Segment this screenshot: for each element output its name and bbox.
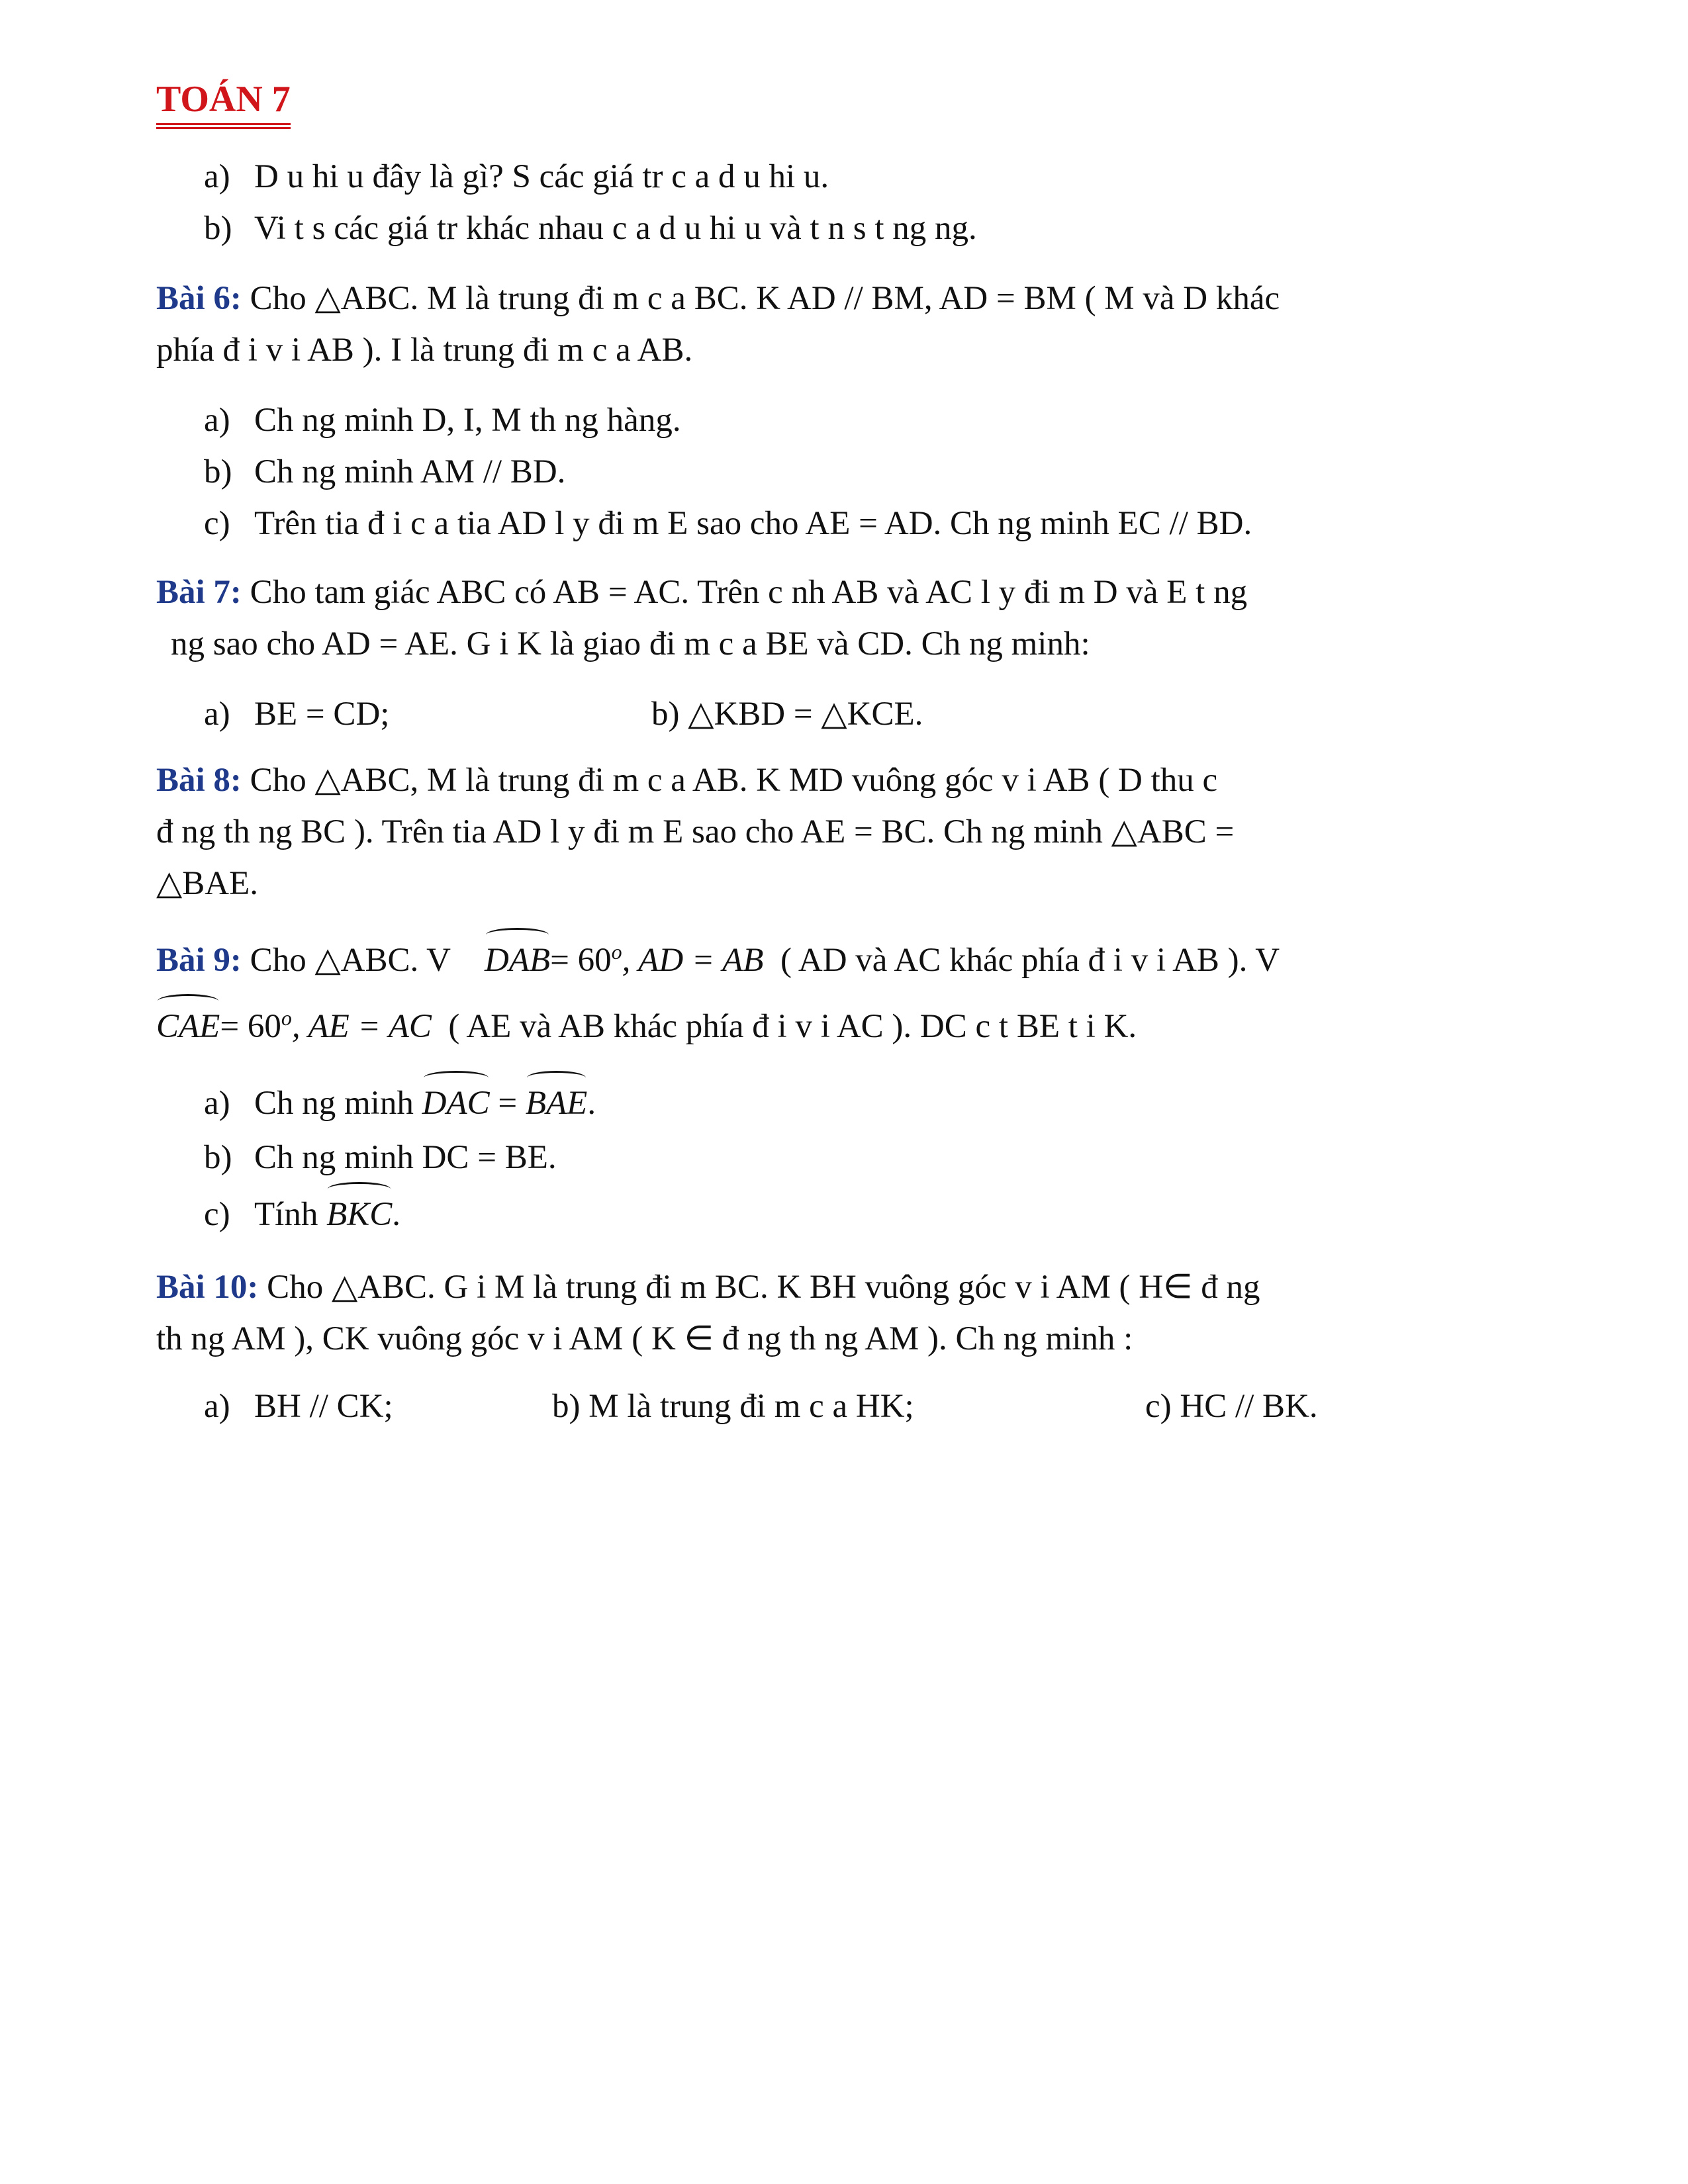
angle-bae: BAE (526, 1077, 587, 1129)
exercise-8-title: Bài 8: (156, 762, 242, 799)
exercise-7-title: Bài 7: (156, 574, 242, 611)
list-item: a) BE = CD; (204, 696, 390, 733)
list-item: b) M là trung đi m c a HK; (552, 1388, 914, 1425)
exercise-8-line-2: đ ng th ng BC ). Trên tia AD l y đi m E sao cho AE = BC. Ch ng minh △ABC = (156, 813, 1235, 850)
list-item: b) Ch ng minh DC = BE. (204, 1139, 557, 1176)
list-item: a) D u hi u đây là gì? S các giá tr c a d u hi u. (204, 158, 829, 195)
exercise-9-line-2: $CAE= 60^o$, AE = AC ( AE và AB khác phía đ i v i AC ). DC c t BE t i K. (156, 1001, 1529, 1052)
angle-bkc: BKC (326, 1189, 392, 1240)
exercise-7-line-2: ng sao cho AD = AE. G i K là giao đi m c a BE và CD. Ch ng minh: (171, 625, 1090, 662)
list-item: c) Trên tia đ i c a tia AD l y đi m E sao cho AE = AD. Ch ng minh EC // BD. (204, 505, 1252, 542)
list-item: b) △KBD = △KCE. (651, 696, 923, 733)
exercise-9-title: Bài 9: (156, 942, 242, 979)
exercise-6-line-1: Bài 6: Cho △ABC. M là trung đi m c a BC. K AD // BM, AD = BM ( M và D khác (156, 280, 1280, 317)
list-item: c) Tính BKC. (204, 1189, 400, 1240)
exercise-10-line-1: Bài 10: Cho △ABC. G i M là trung đi m BC. K BH vuông góc v i AM ( H∈ đ ng (156, 1269, 1260, 1306)
list-item: c) HC // BK. (1145, 1388, 1318, 1425)
list-item: a) BH // CK; (204, 1388, 393, 1425)
angle-cae: CAE (156, 1001, 220, 1052)
list-item: b) Ch ng minh AM // BD. (204, 453, 566, 490)
exercise-6-title: Bài 6: (156, 280, 242, 317)
exercise-6-line-2: phía đ i v i AB ). I là trung đi m c a AB. (156, 332, 693, 369)
list-item: a) Ch ng minh D, I, M th ng hàng. (204, 402, 681, 439)
exercise-10-title: Bài 10: (156, 1269, 259, 1306)
exercise-8-line-3: △BAE. (156, 865, 258, 902)
exercise-7-line-1: Bài 7: Cho tam giác ABC có AB = AC. Trên c nh AB và AC l y đi m D và E t ng (156, 574, 1248, 611)
list-item: a) Ch ng minh DAC = BAE. (204, 1077, 596, 1129)
angle-dac: DAC (422, 1077, 490, 1129)
exercise-10-line-2: th ng AM ), CK vuông góc v i AM ( K ∈ đ ng th ng AM ). Ch ng minh : (156, 1320, 1133, 1357)
list-item: b) Vi t s các giá tr khác nhau c a d u hi u và t n s t ng ng. (204, 210, 977, 247)
angle-dab: DAB (485, 934, 550, 986)
page-title: TOÁN 7 (156, 78, 291, 125)
exercise-8-line-1: Bài 8: Cho △ABC, M là trung đi m c a AB. K MD vuông góc v i AB ( D thu c (156, 762, 1218, 799)
exercise-9-line-1: Bài 9: Cho △ABC. V $DAB= 60^o$, AD = AB ( AD và AC khác phía đ i v i AB ). V (156, 934, 1529, 986)
